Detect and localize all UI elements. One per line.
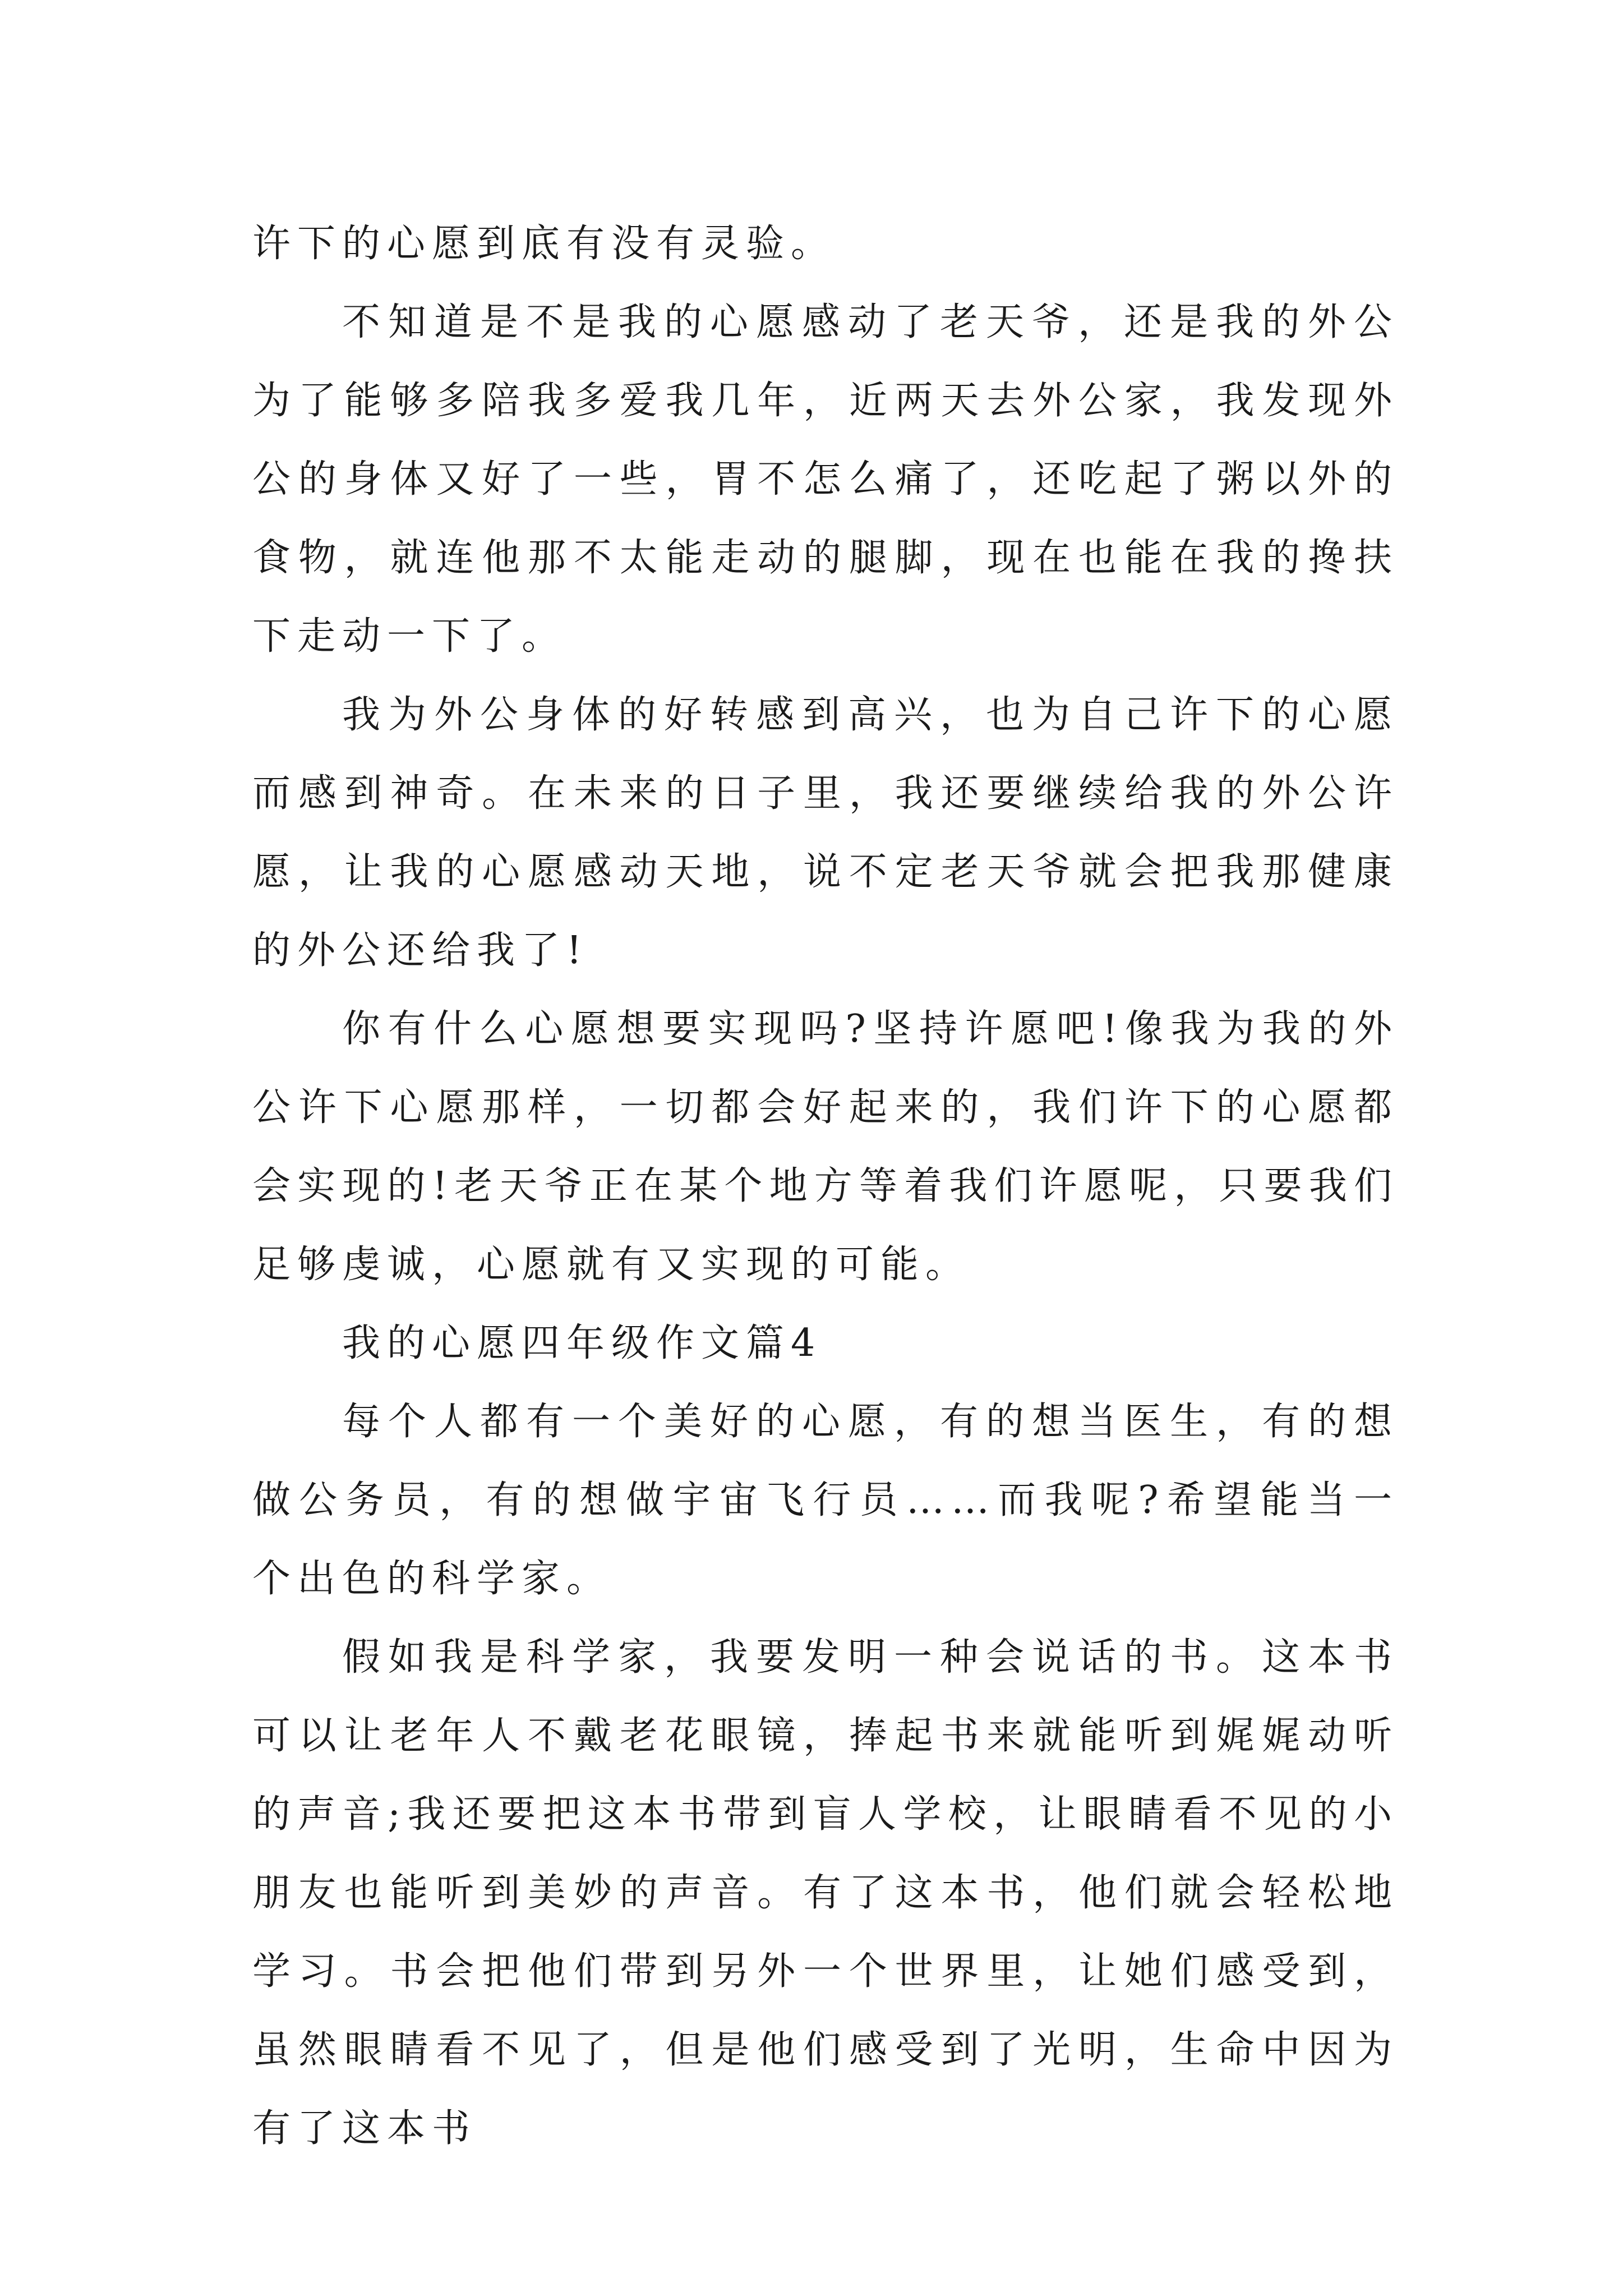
paragraph-6: 假如我是科学家，我要发明一种会说话的书。这本书可以让老年人不戴老花眼镜，捧起书来就能听到娓娓动听的声音;我还要把这本书带到盲人学校，让眼睛看不见的小朋友也能听到美妙的声音。有了这本书，他们就会轻松地学习。书会把他们带到另外一个世界里，让她们感受到，虽然眼睛看不见了，但是他们感受到了光明，生命中因为有了这本书 — [252, 1635, 1399, 2151]
paragraph-3: 我为外公身体的好转感到高兴，也为自己许下的心愿而感到神奇。在未来的日子里，我还要继续给我的外公许愿，让我的心愿感动天地，说不定老天爷就会把我那健康的外公还给我了! — [252, 693, 1399, 973]
paragraph-5: 每个人都有一个美好的心愿，有的想当医生，有的想做公务员，有的想做宇宙飞行员……而我呢?希望能当一个出色的科学家。 — [252, 1400, 1399, 1601]
paragraph-1: 许下的心愿到底有没有灵验。 — [252, 222, 836, 266]
paragraph-2: 不知道是不是我的心愿感动了老天爷，还是我的外公为了能够多陪我多爱我几年，近两天去外公家，我发现外公的身体又好了一些，胃不怎么痛了，还吃起了粥以外的食物，就连他那不太能走动的腿脚，现在也能在我的搀扶下走动一下了。 — [252, 300, 1399, 659]
document-body — [252, 205, 1399, 2168]
section-heading: 我的心愿四年级作文篇4 — [342, 1321, 822, 1365]
paragraph-4: 你有什么心愿想要实现吗?坚持许愿吧!像我为我的外公许下心愿那样，一切都会好起来的，我们许下的心愿都会实现的!老天爷正在某个地方等着我们许愿呢，只要我们足够虔诚，心愿就有又实现的可能。 — [252, 1007, 1399, 1287]
